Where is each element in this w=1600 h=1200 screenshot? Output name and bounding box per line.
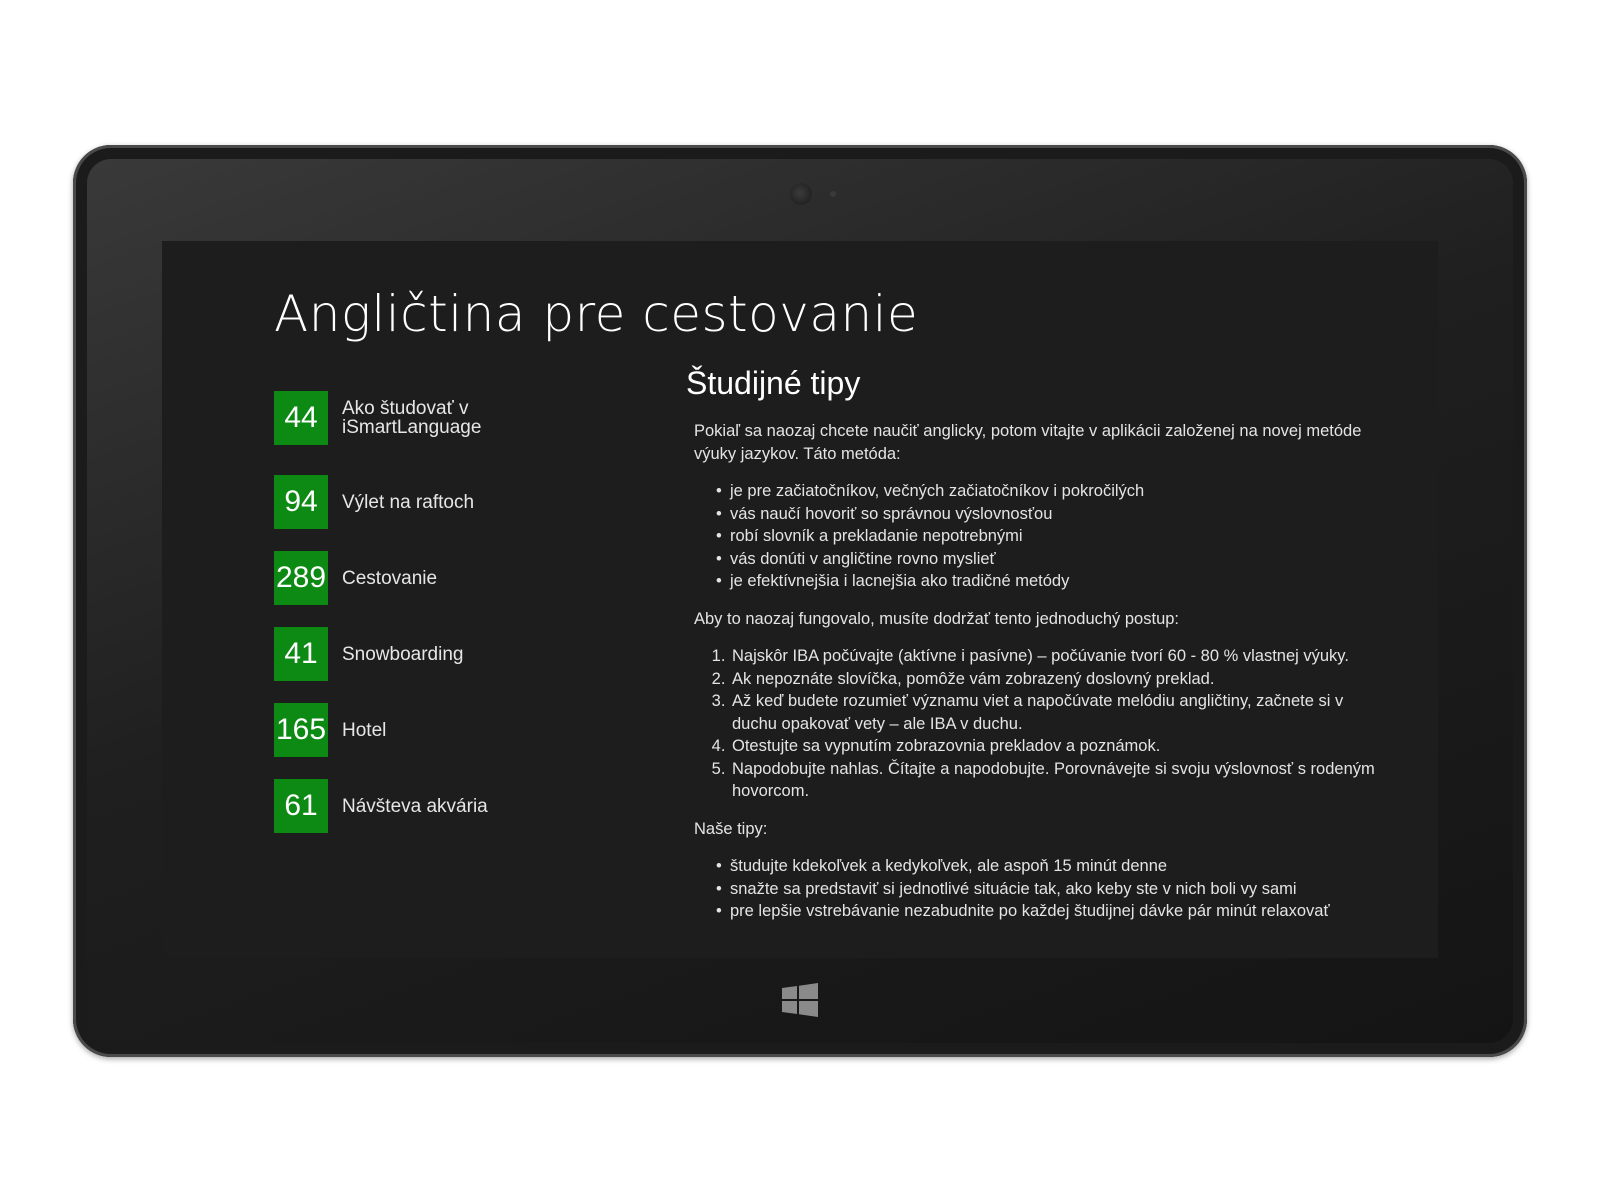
- list-item: • vás naučí hovoriť so správnou výslovnosťou: [716, 503, 1376, 526]
- lesson-label: Výlet na raftoch: [342, 491, 475, 513]
- study-tips-text: [686, 420, 1376, 923]
- light-sensor: [830, 191, 836, 197]
- list-item: • vás donúti v angličtine rovno myslieť: [716, 548, 1376, 571]
- procedure-intro: Aby to naozaj fungovalo, musíte dodržať tento jednoduchý postup:: [694, 609, 1180, 628]
- our-tips-list: [716, 855, 1376, 923]
- windows-logo-icon[interactable]: [782, 983, 818, 1017]
- list-item: • snažte sa predstaviť si jednotlivé situácie tak, ako keby ste v nich boli vy sami: [716, 878, 1376, 901]
- study-tips-panel: [686, 365, 1376, 938]
- list-item: • je pre začiatočníkov, večných začiatočníkov i pokročilých: [716, 480, 1376, 503]
- lesson-item-snowboarding[interactable]: [274, 627, 463, 681]
- lesson-label: Hotel: [342, 719, 387, 741]
- lesson-item-vylet-na-raftoch[interactable]: [274, 475, 474, 529]
- lesson-count-tile: 165: [274, 703, 328, 757]
- list-item: • robí slovník a prekladanie nepotrebnými: [716, 525, 1376, 548]
- our-tips-label: Naše tipy:: [694, 819, 768, 838]
- list-item: 1. Najskôr IBA počúvajte (aktívne i pasívne) – počúvanie tvorí 60 - 80 % vlastnej výuky.: [730, 645, 1376, 668]
- lesson-item-navsteva-akvaria[interactable]: [274, 779, 488, 833]
- lesson-label: Cestovanie: [342, 567, 438, 589]
- list-item: • je efektívnejšia i lacnejšia ako tradičné metódy: [716, 570, 1376, 593]
- method-points-list: [716, 480, 1376, 593]
- lesson-count-tile: 289: [274, 551, 328, 605]
- list-item: • študujte kdekoľvek a kedykoľvek, ale aspoň 15 minút denne: [716, 855, 1376, 878]
- list-item: 4. Otestujte sa vypnutím zobrazovnia prekladov a poznámok.: [730, 735, 1376, 758]
- lesson-item-hotel[interactable]: [274, 703, 386, 757]
- intro-paragraph: Pokiaľ sa naozaj chcete naučiť anglicky, potom vitajte v aplikácii založenej na novej metóde výuky jazykov. Táto metóda:: [694, 422, 1362, 463]
- lesson-count-tile: 41: [274, 627, 328, 681]
- page-title: Angličtina pre cestovanie: [274, 285, 919, 343]
- lesson-label: Ako študovať v iSmartLanguage: [342, 398, 482, 438]
- list-item: 2. Ak nepoznáte slovíčka, pomôže vám zobrazený doslovný preklad.: [730, 668, 1376, 691]
- lesson-count-tile: 94: [274, 475, 328, 529]
- lesson-count-tile: 44: [274, 391, 328, 445]
- app-screen: [162, 241, 1438, 958]
- list-item: 3. Až keď budete rozumieť významu viet a napočúvate melódiu angličtiny, začnete si v duchu opakovať vety – ale IBA v duchu.: [730, 690, 1376, 735]
- lesson-count-tile: 61: [274, 779, 328, 833]
- lesson-label: Snowboarding: [342, 643, 464, 665]
- list-item: 5. Napodobujte nahlas. Čítajte a napodobujte. Porovnávejte si svoju výslovnosť s rodeným hovorcom.: [730, 758, 1376, 803]
- list-item: • pre lepšie vstrebávanie nezabudnite po každej študijnej dávke pár minút relaxovať: [716, 900, 1376, 923]
- section-heading: Študijné tipy: [686, 365, 861, 401]
- lesson-item-cestovanie[interactable]: [274, 551, 437, 605]
- camera-icon: [790, 183, 812, 205]
- lesson-item-ako-studovat[interactable]: [274, 391, 481, 445]
- lesson-label: Návšteva akvária: [342, 795, 488, 817]
- steps-list: [730, 645, 1376, 803]
